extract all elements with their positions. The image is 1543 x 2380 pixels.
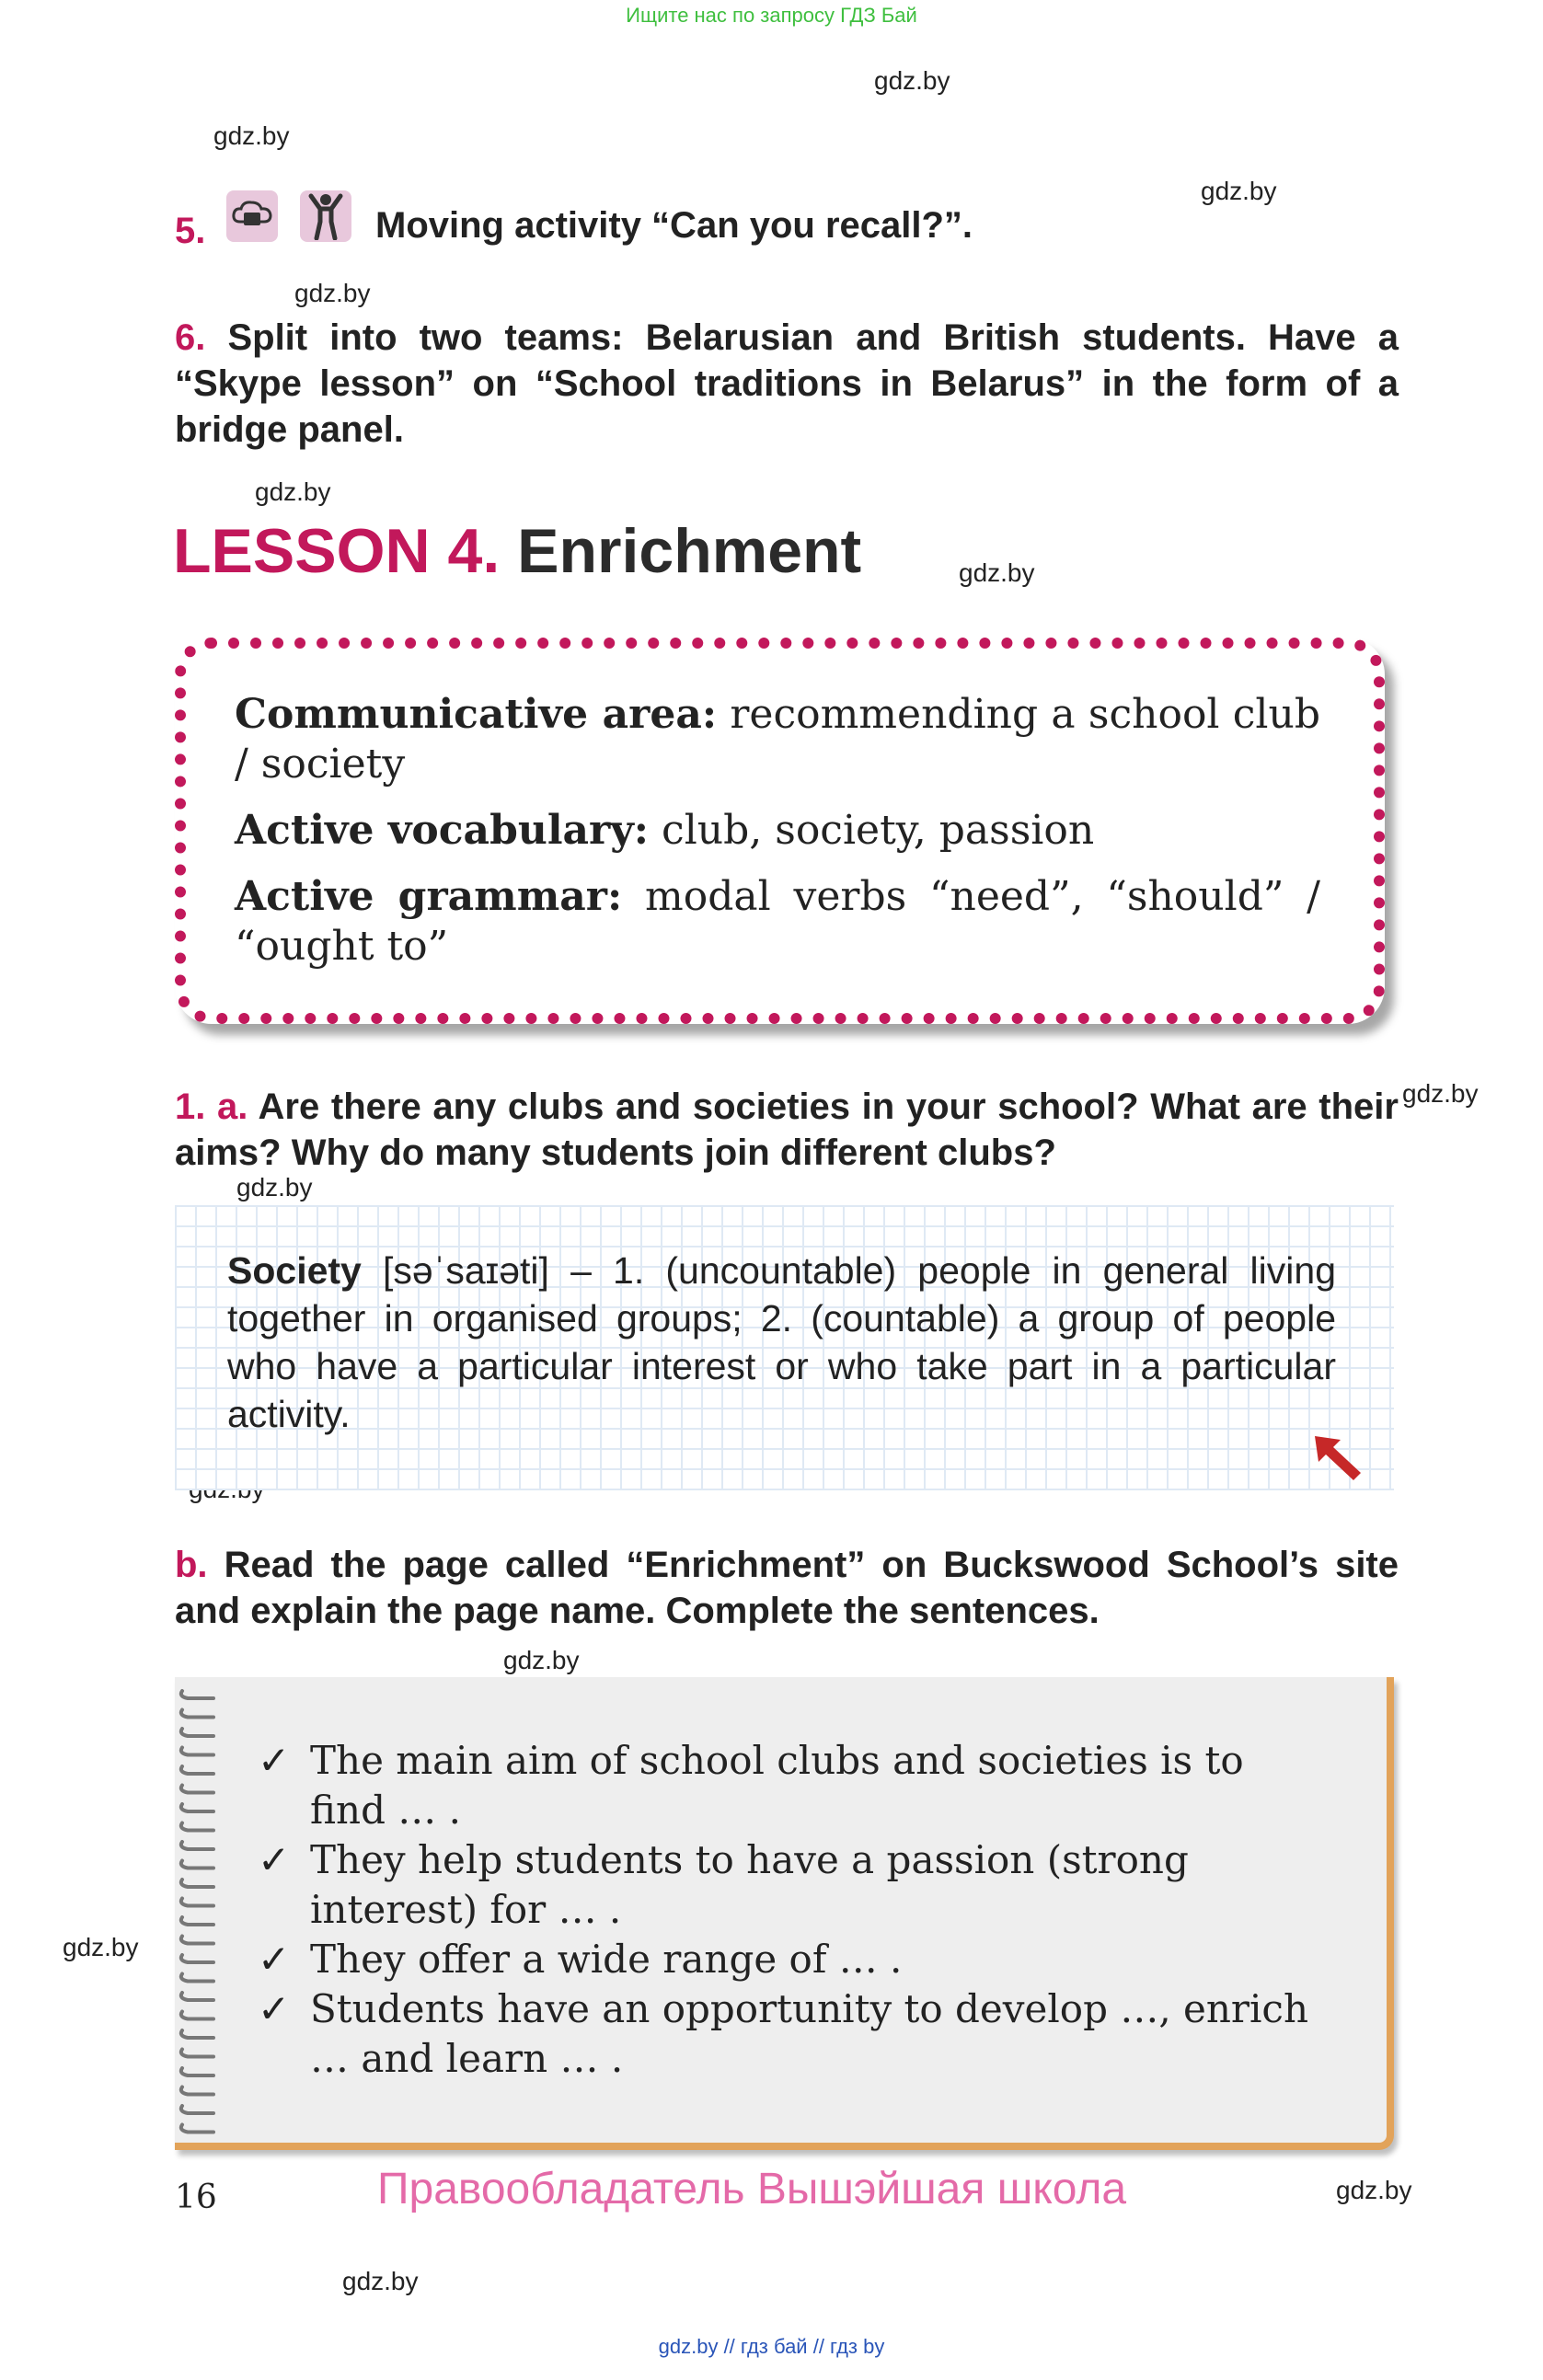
checklist-item: [258, 1935, 1325, 1984]
vocabulary-label: Active vocabulary:: [235, 807, 650, 854]
watermark: gdz.by: [63, 1933, 139, 1961]
task-1b-sub: b.: [175, 1545, 208, 1585]
task-1-number: 1.: [175, 1087, 206, 1127]
spiral-coil: [181, 1748, 213, 1755]
red-arrow-icon: [1311, 1431, 1366, 1482]
spiral-coil: [181, 2068, 213, 2075]
spiral-coil: [181, 2050, 213, 2057]
spiral-coil: [181, 1842, 213, 1849]
spiral-coil: [181, 1729, 213, 1736]
grammar-text: modal verbs “need”, “should” / “ought to”: [235, 873, 1320, 970]
task-1b: [175, 1542, 1399, 1634]
watermark: gdz.by: [1336, 2176, 1412, 2204]
spiral-coil: [181, 1899, 213, 1906]
top-banner[interactable]: Ищите нас по запросу ГДЗ Бай: [626, 4, 917, 27]
watermark: gdz.by: [213, 121, 290, 150]
spiral-coil: [181, 2125, 213, 2133]
task-1a-sub: a.: [217, 1087, 248, 1127]
lesson-name: Enrichment: [517, 516, 862, 586]
checkmark-icon: ✓: [258, 1986, 291, 2031]
checklist-text: The main aim of school clubs and societies is to find … .: [310, 1738, 1244, 1833]
watermark: gdz.by: [294, 279, 371, 307]
task-1a: [175, 1084, 1399, 1176]
spiral-coil: [181, 2087, 213, 2095]
task-1b-text: Read the page called “Enrichment” on Buckswood School’s site and explain the page name. Complete the sentences.: [175, 1545, 1399, 1631]
grammar-label: Active grammar:: [235, 873, 623, 920]
watermark: gdz.by: [342, 2267, 419, 2295]
task-5-text: Moving activity “Can you recall?”.: [375, 205, 973, 246]
spiral-coil: [181, 1823, 213, 1831]
checklist-text: They help students to have a passion (strong interest) for … .: [310, 1837, 1189, 1932]
vocabulary-text: club, society, passion: [662, 807, 1095, 854]
communicative-label: Communicative area:: [235, 691, 718, 738]
spiral-coil: [181, 2030, 213, 2038]
checklist-item: [258, 1736, 1325, 1835]
spiral-coil: [181, 1786, 213, 1793]
spiral-coil: [181, 2012, 213, 2019]
bottom-banner[interactable]: gdz.by // гдз бай // гдз by: [658, 2335, 885, 2358]
task-6-text: Split into two teams: Belarusian and British students. Have a “Skype lesson” on “School traditions in Belarus” in the form of a bridge panel.: [175, 317, 1399, 450]
spiral-coil: [181, 1937, 213, 1944]
spiral-coil: [181, 1691, 213, 1698]
watermark: gdz.by: [1201, 177, 1277, 205]
task-5-number: 5.: [175, 211, 206, 251]
checkmark-icon: ✓: [258, 1738, 291, 1783]
checklist-text: They offer a wide range of … .: [310, 1937, 903, 1982]
watermark: gdz.by: [236, 1173, 313, 1201]
spiral-coil: [181, 1880, 213, 1887]
spiral-coil: [181, 1993, 213, 2000]
watermark: gdz.by: [874, 66, 950, 95]
task-6-number: 6.: [175, 317, 206, 358]
objective-vocabulary: [235, 806, 1320, 856]
spiral-binding-icon: [177, 1684, 223, 2144]
watermark: gdz.by: [503, 1646, 580, 1674]
checklist-item: [258, 1984, 1325, 2084]
spiral-coil: [181, 1766, 213, 1774]
checklist-text: Students have an opportunity to develop …, enrich … and learn … .: [310, 1986, 1309, 2081]
communicative-text: recommending a school club / society: [235, 691, 1320, 788]
checkmark-icon: ✓: [258, 1837, 291, 1882]
task-1a-text: Are there any clubs and societies in your school? What are their aims? Why do many students join different clubs?: [175, 1087, 1399, 1173]
definition-word: Society: [227, 1249, 362, 1292]
checkmark-icon: ✓: [258, 1937, 291, 1982]
page-number: 16: [175, 2179, 217, 2216]
definition-text: [227, 1247, 1336, 1438]
definition-body: [səˈsaɪəti] – 1. (uncountable) people in general living together in organised groups; 2. (countable) a group of people who have a particular interest or who take part in a particular activity.: [227, 1249, 1336, 1435]
spiral-coil: [181, 1974, 213, 1982]
watermark: gdz.by: [959, 558, 1035, 587]
spiral-coil: [181, 1861, 213, 1868]
task-6: [175, 315, 1399, 453]
spiral-coil: [181, 1710, 213, 1718]
copyright-holder: Правообладатель Вышэйшая школа: [377, 2165, 1127, 2213]
spiral-coil: [181, 1955, 213, 1962]
lesson-title: [173, 515, 861, 587]
lesson-label: LESSON 4.: [173, 516, 501, 586]
person-moving-icon: [300, 190, 351, 242]
cloud-folder-icon: [226, 190, 278, 242]
objective-communicative: [235, 690, 1320, 789]
checklist-item: [258, 1835, 1325, 1935]
spiral-coil: [181, 2106, 213, 2113]
task-5: [175, 189, 1371, 251]
watermark: gdz.by: [1402, 1079, 1479, 1108]
objective-grammar: [235, 872, 1320, 972]
spiral-coil: [181, 1917, 213, 1925]
watermark: gdz.by: [255, 477, 331, 506]
spiral-coil: [181, 1804, 213, 1811]
